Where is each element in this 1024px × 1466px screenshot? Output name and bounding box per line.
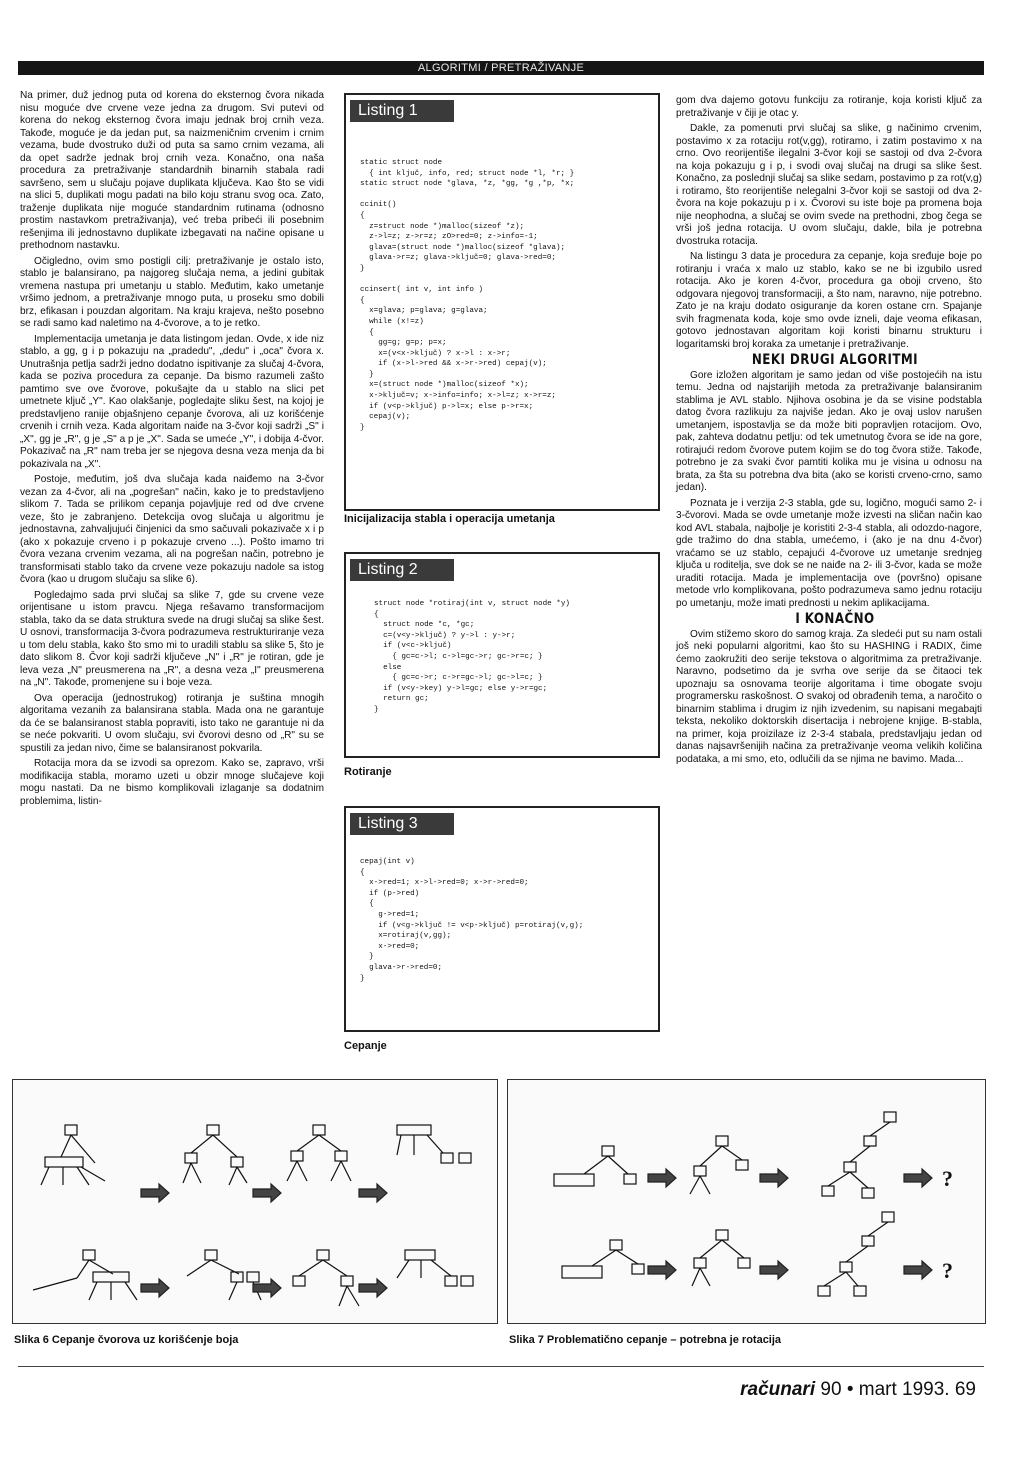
article-column-left	[20, 90, 324, 811]
paragraph: Postoje, međutim, još dva slučaja kada naiđemo na 3-čvor vezan za 4-čvor, ali na „pogrešan" način, kako je to predstavljeno slikom 7. Tada se prilikom cepanja pojavljuje red od dve crvene veze, što je zabranjeno. Detekcija ovog slučaja u algoritmu je jednostavna, zahvaljujući činjenici da smo sačuvali pokazivače x i p (ako x pokazuje crveno i p pokazuje crveno ...). Pošto imamo tri čvora vezana crvenim vezama, ali na pogrešan način, potrebno je transformisati stablo tako da crvene veze pokazuju nadole sa istog čvora (kao u drugom slučaju sa slike 6).	[20, 474, 324, 585]
magazine-logo: računari	[740, 1379, 816, 1400]
figure-6-diagram	[13, 1080, 497, 1323]
figure-7-diagram	[508, 1080, 985, 1323]
tree-diagram	[692, 1230, 750, 1286]
arrow-icon	[760, 1261, 788, 1279]
listing-2-caption: Rotiranje	[344, 766, 392, 778]
tree-diagram	[293, 1250, 359, 1306]
section-title: ALGORITMI / PRETRAŽIVANJE	[417, 62, 585, 74]
tree-diagram	[183, 1125, 247, 1185]
page-footer	[740, 1379, 976, 1401]
tree-diagram	[33, 1250, 137, 1300]
figure-6	[12, 1079, 498, 1324]
arrow-icon	[359, 1279, 387, 1297]
listing-1-code: static struct node { int ključ, info, red; struct node *l, *r; } static struct node *glava, *z, *gg, *g ,*p, *x; ccinit() { z=struct node *)malloc(sizeof *z); z->l=z; z->r=z; zO>red=0; z->info=-1; glava=(struct node *)malloc(sizeof *glava); glava->r=z; glava->ključ=0; glava->red=0; } ccinsert( int v, int info ) { x=glava; p=glava; g=glava; while (x!=z) { gg=g; g=p; p=x; x=(v<x->ključ) ? x->l : x->r; if (x->l->red && x->r->red) cepaj(v); } x=(struct node *)malloc(sizeof *x); x->ključ=v; x->info=info; x->l=z; x->r=z; if (v<p->ključ) p->l=x; else p->r=x; cepaj(v); }	[360, 159, 575, 432]
tree-diagram	[397, 1125, 471, 1163]
paragraph: Očigledno, ovim smo postigli cilj: pretraživanje je ostalo isto, stablo je balansirano, pa najgoreg slučaja nema, a jedini gubitak vremena nastupa pri umetanju u stablo. Međutim, kako umetanje vršimo jednom, a pretraživanje mnogo puta, u proseku smo dobili brz, efikasan i pouzdan algoritam. Na kraju krajeva, nešto posebno se radi samo kad naletimo na 4-čvorove, a to je retko.	[20, 255, 324, 329]
paragraph: Ovim stižemo skoro do samog kraja. Za sledeći put su nam ostali još neki popularni algoritmi, kao što su HASHING i RADIX, čime ćemo zaokružiti deo serije tekstova o algoritmima za pretraživanje. Naravno, podsetimo da je svrha ove serije da se čitaoci tek upoznaju sa osnovama teorije algoritama i time obogate svoju programersku raskošnost. O svakoj od obrađenih tema, a naročito o binarnim stablima i drugim iz njih izvedenim, su napisani megabajti teksta, nekoliko doktorskih disertacija i nebrojene knjige. B-stabla, na primer, koja proizilaze iz 2-3-4 stabala, predstavljaju jedan od danas najsavršenijih načina za pretraživanje veoma velikih količina podataka, a mi smo, eto, odlučili da se njima ne bavimo. Mada...	[676, 628, 982, 765]
arrow-icon	[648, 1169, 676, 1187]
listing-1-title: Listing 1	[350, 100, 454, 122]
section-heading: NEKI DRUGI ALGORITMI	[751, 352, 918, 368]
question-mark: ?	[942, 1258, 953, 1283]
issue-number: 90	[820, 1379, 842, 1400]
tree-diagram	[187, 1250, 261, 1300]
issue-date: mart 1993.	[858, 1379, 950, 1400]
listing-2-code: struct node *rotiraj(int v, struct node *y) { struct node *c, *gc; c=(v<y->ključ) ? y->l : y->r; if (v<c->ključ) { gc=c->l; c->l=gc->r; gc->r=c; } else { gc=c->r; c->r=gc->l; gc->l=c; } if (v<y->key) y->l=gc; else y->r=gc; return gc; }	[374, 600, 570, 714]
arrow-icon	[648, 1261, 676, 1279]
listing-3-box	[344, 806, 660, 1032]
listing-2-box	[344, 552, 660, 758]
figure-7	[507, 1079, 986, 1324]
tree-diagram	[818, 1212, 894, 1296]
listing-3-title: Listing 3	[350, 813, 454, 835]
paragraph: Rotacija mora da se izvodi sa oprezom. Kako se, zapravo, vrši modifikacija stabla, moramo uzeti u obzir mnoge slučajeve koji mogu nastati. Da ne bismo komplikovali izlaganje sa dodatnim problemima, listin-	[20, 758, 324, 807]
page-number: 69	[954, 1379, 976, 1400]
tree-diagram	[41, 1125, 105, 1185]
arrow-icon	[141, 1279, 169, 1297]
arrow-icon	[141, 1184, 169, 1202]
tree-diagram	[287, 1125, 351, 1181]
arrow-icon	[904, 1261, 932, 1279]
listing-1-box	[344, 93, 660, 511]
article-column-right	[676, 95, 982, 769]
section-header	[18, 61, 984, 75]
listing-3-caption: Cepanje	[344, 1040, 387, 1052]
tree-diagram	[822, 1112, 896, 1198]
paragraph: Na primer, duž jednog puta od korena do eksternog čvora nikada nisu moguće dve crvene veze jedna za drugom. Svi putevi od korena do nekog eksternog čvora imaju jednak broj crnih veza. Takođe, moguće je da jedan put, sa naizmeničnim crvenim i crnim vezama, bude dvostruko duži od puta sa samo crnim vezama, ali da opet sadrže jednak broj crnih veza. Konačno, ona naša procedura za pretraživanje standardnih binarnih stabala radi savršeno, sem u slučaju pojave duplikata ključeva. Kao što se vidi na slici 5, duplikati mogu padati na bilo koju stranu svog oca. Zato, traženje duplikata nije moguće standardnim rutinama (odnosno prostim nastavkom pretraživanja), već treba pribeći ili posebnim rešenjima ili jednostavno duplikate izbegavati na načine opisane u prethodnom nastavku.	[20, 90, 324, 251]
paragraph: Ova operacija (jednostrukog) rotiranja je suština mnogih algoritama vezanih za balansirana stabla. Mada ona ne garantuje da će se balansiranost stabla popraviti, isto tako ne garantuje ni da se neće pokvariti. U ovom slučaju, svi čvorovi desno od „R" su se spustili za jedan nivo, čime se balansiranost pokvarila.	[20, 692, 324, 754]
paragraph: gom dva dajemo gotovu funkciju za rotiranje, koja koristi ključ za pretraživanje v čiji je otac y.	[676, 95, 982, 119]
figure-7-caption: Slika 7 Problematično cepanje – potrebna je rotacija	[509, 1334, 782, 1346]
arrow-icon	[760, 1169, 788, 1187]
figure-6-caption: Slika 6 Cepanje čvorova uz korišćenje boja	[14, 1334, 239, 1346]
section-heading: I KONAČNO	[795, 611, 875, 627]
footer-rule	[18, 1366, 984, 1367]
listing-1-caption: Inicijalizacija stabla i operacija umetanja	[344, 513, 555, 525]
tree-diagram	[562, 1240, 644, 1278]
tree-diagram	[397, 1250, 473, 1286]
paragraph: Gore izložen algoritam je samo jedan od više postojećih na istu temu. Jedna od najstarijih metoda za pretraživanje balansiranim stablima je AVL stablo. Njihova osobina je da se visine podstabla datog čvora razlikuju za najviše jedan. Ako je ovaj uslov narušen umetanjem, ispostavlja se da može biti popravljen rotacijom. Ovo, pak, zahteva dodatnu petlju: od tek umetnutog čvora se ide na gore, rotirajući redom čvorove putem kojim se do tog čvora stiže. Takođe, potrebno je za svaki čvor pamtiti kolika mu je visina u odnosu na brata, za šta su potrebna dva bita (ako se koristi crveno-crno, samo jedan).	[676, 369, 982, 493]
bullet: •	[846, 1379, 854, 1400]
tree-diagram	[690, 1136, 748, 1194]
arrow-icon	[253, 1184, 281, 1202]
listing-3-code: cepaj(int v) { x->red=1; x->l->red=0; x->r->red=0; if (p->red) { g->red=1; if (v<g->ključ != v<p->ključ) p=rotiraj(v,g); x=rotiraj(v,gg); x->red=0; } glava->r->red=0; }	[360, 858, 584, 983]
arrow-icon	[904, 1169, 932, 1187]
question-mark: ?	[942, 1166, 953, 1191]
paragraph: Dakle, za pomenuti prvi slučaj sa slike, g načinimo crvenim, postavimo x za rotaciju rot(v,gg), rotiramo, i zatim postavimo x na crno. Ovo reorijentiše ilegalni 3-čvor koji se sastoji od dva 2-čvora na koja pokazuju g i p, i svodi ovaj slučaj na drugi sa slike šest. Konačno, za poslednji slučaj sa slike sedam, postavimo p za rot(v,g) i rotiramo, što reorijentiše nelegalni 3-čvor koji se sastoji od dva 2-čvora na koje pokazuju p i x. Čvorovi su iste boje pa promena boja nije neophodna, a slučaj se ovim svede na prethodni, zbog čega se vrši još jedna rotacija. U ovom slučaju, dakle, bila je potrebna dvostruka rotacija.	[676, 123, 982, 247]
paragraph: Pogledajmo sada prvi slučaj sa slike 7, gde su crvene veze orijentisane u istom pravcu. Njega rešavamo transformacijom stabla, tako da se data struktura svede na drugi slučaj sa slike šest. U osnovi, transformacija 3-čvora podrazumeva restrukturiranje veza u tom delu stabla, kako što smo mi to uradili stablu sa slike 5, što je dato slikom 8. Čvor koji sadrži ključeve „N" i „R" je rotiran, gde je leva veza „N" preusmerena na „R", a desna veza „I" preusmerena na „N". Takođe, promenjene su i boje veza.	[20, 589, 324, 688]
listing-2-title: Listing 2	[350, 559, 454, 581]
tree-diagram	[554, 1146, 636, 1186]
paragraph: Implementacija umetanja je data listingom jedan. Ovde, x ide niz stablo, a gg, g i p pokazuju na „pradedu", „dedu" i „oca" čvora x. Unutrašnja petlja sadrži jedno dodatno ispitivanje za slučaj 4-čvora, kada se poziva procedura za cepanje. Da bismo razumeli zašto pamtimo sve ove čvorove, pokušajte da u stablo na slici pet umetnete ključ „Y". Kao olakšanje, pogledajte sliku šest, na kojoj je predstavljeno ranije objašnjeno cepanje čvorova, ali uz korišćenje crvenih i crnih veza. Kada algoritam naiđe na 3-čvor koji sadrži „S" i „X", gg je „R", g je „S" a p je „X". Sada se umeće „Y", i dobija 4-čvor. Pokazivač na „R" nam treba jer se njegova desna veza menja da bi pokazivala na „X".	[20, 333, 324, 470]
paragraph: Poznata je i verzija 2-3 stabla, gde su, logično, mogući samo 2- i 3-čvorovi. Mada se ovde umetanje može izvesti na sličan način kao kod AVL stabala, najbolje je koristiti 2-3-4 stabla, ali odozdo-nagore, gde tražimo do dna stabla, umećemo, i (ako je na dnu 4-čvor) vraćamo se uz stablo, cepajući 4-čvorove uz umetanje srednjeg ključa u roditelja, sve dok se ne naiđe na 2- ili 3-čvor, kada se može uraditi rotacija. Mada je implementacija ove (površno) opisane metode vrlo komplikovana, pošto podrazumeva samo jednu rotaciju po umetanju, može imati prednosti u nekim aplikacijama.	[676, 497, 982, 609]
arrow-icon	[359, 1184, 387, 1202]
paragraph: Na listingu 3 data je procedura za cepanje, koja sređuje boje po rotiranju i vraća x malo uz stablo, kako se ne bi izgubilo usred rotacija. Ako je koren 4-čvor, procedura ga oboji crveno, što odgovara njegovoj transformaciji, a što nam, naravno, nije potrebno. Zato je na kraju dodato osiguranje da koren ostane crn. Spajanje svih fragmenata koda, koje smo ovde izneli, daje veoma efikasan, gotovo jednostavan algoritam koji koristi binarnu strukturu i logaritamski broj koraka za umetanje i pretraživanje.	[676, 251, 982, 350]
